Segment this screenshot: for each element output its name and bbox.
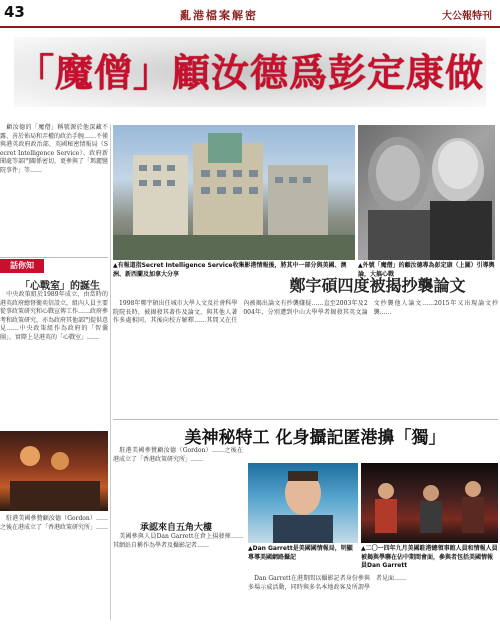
meeting-illustration — [361, 463, 498, 543]
us-article-text: 駐港美國參贊顧汝德（Gordon）……之後在港成立了「香港政策研究所」…… — [113, 447, 243, 463]
headline: 「魔僧」顧汝德爲彭定康做 — [15, 51, 484, 95]
portraits-photo — [358, 125, 495, 260]
photo5-caption: ▲二〇一四年九月美國駐港總領事館人員和情報人員被揭與學聯在佔中期間會面，參與者包括美國情報員Dan Garrett — [361, 545, 498, 569]
meeting-photo — [361, 463, 498, 543]
protest-illustration — [0, 431, 108, 511]
page-number: 43 — [4, 3, 25, 21]
newspaper-name: 大公報特刊 — [442, 11, 492, 22]
us-agent-subhead: 美神秘特工 化身攝記匿港擤「獨」 — [184, 428, 446, 448]
man-portrait-illustration — [248, 463, 358, 543]
intro-article-text: 顧汝德的「魔僧」稱號源於他深藏不露、善於佈局和弄權的政治手腕……不僅與港英政府政治部、英國秘密情報局（Secret Intelligence Service）、政府新聞處等部門關係密切，更參與了「瑪麗醫院事件」等…… — [0, 124, 109, 174]
thesis-subhead: 鄭宇碩四度被揭抄襲論文 — [289, 276, 466, 295]
section-divider — [0, 257, 108, 258]
section-title: 亂港檔案解密 — [180, 9, 258, 22]
us-right-text: Dan Garrett在港期間以攝影記者身份參與多場示威活動，同時與多名本地政客及所謂學者見面…… — [248, 575, 407, 591]
photo4-caption: ▲Dan Garrett是美國國情報局，明顯專導美國網路攝記 — [248, 545, 353, 561]
dan-garrett-photo — [248, 463, 358, 543]
sis-building-photo — [113, 125, 355, 260]
portraits-illustration — [358, 125, 495, 260]
side-article-text: 中央政策組於1989年成立，由當時的港英政府總督衛奕信設立，組內人員主要從事政策研究和心戰宣傳工作……政府參考和政策研究，亦為政府其他部門提供意見……中央政策組作為政府的「智囊團」，實際上是港英的「心戰室」…… — [0, 291, 109, 341]
photo1-caption: ▲有報道指Secret Intelligence Service收集影港情報後，將其中一部分與美國、澳洲、新西蘭及加拿大分享 — [113, 262, 347, 278]
side-heading: 「心戰室」的誕生 — [20, 281, 100, 292]
column-divider — [110, 124, 111, 620]
us-small-subhead: 承認來自五角大樓 — [140, 523, 213, 533]
thesis-article-text: 1998年鄭宇碩出任城市大學人文及社會科學院院長時，被揭發其著作及論文，與其他人著作多處相同，其後向校方解釋……其間又在任內被揭出論文有抄襲嫌疑……直至2003年及2004年，分別遭到中山大學學者揭發其英文論文抄襲他人論文……2015年又出現論文抄襲…… — [113, 300, 498, 324]
photo2-caption: ▲外號「魔僧」的顧汝德專為彭定康（上圖）引導輿論，大搞心戰 — [358, 262, 495, 278]
us-lower-text: 美國參與人員Dan Garrett在倉上揚發揮……其網站自稱作為學者及攝影記者…… — [113, 533, 243, 549]
building-illustration — [113, 125, 355, 260]
section-label: 話你知 — [0, 259, 44, 273]
us-left-text: 駐港美國參贊顧汝德（Gordon）……之後在港成立了「香港政策研究所」…… — [0, 515, 109, 531]
section-divider-2 — [113, 419, 498, 420]
protest-photo — [0, 431, 108, 511]
